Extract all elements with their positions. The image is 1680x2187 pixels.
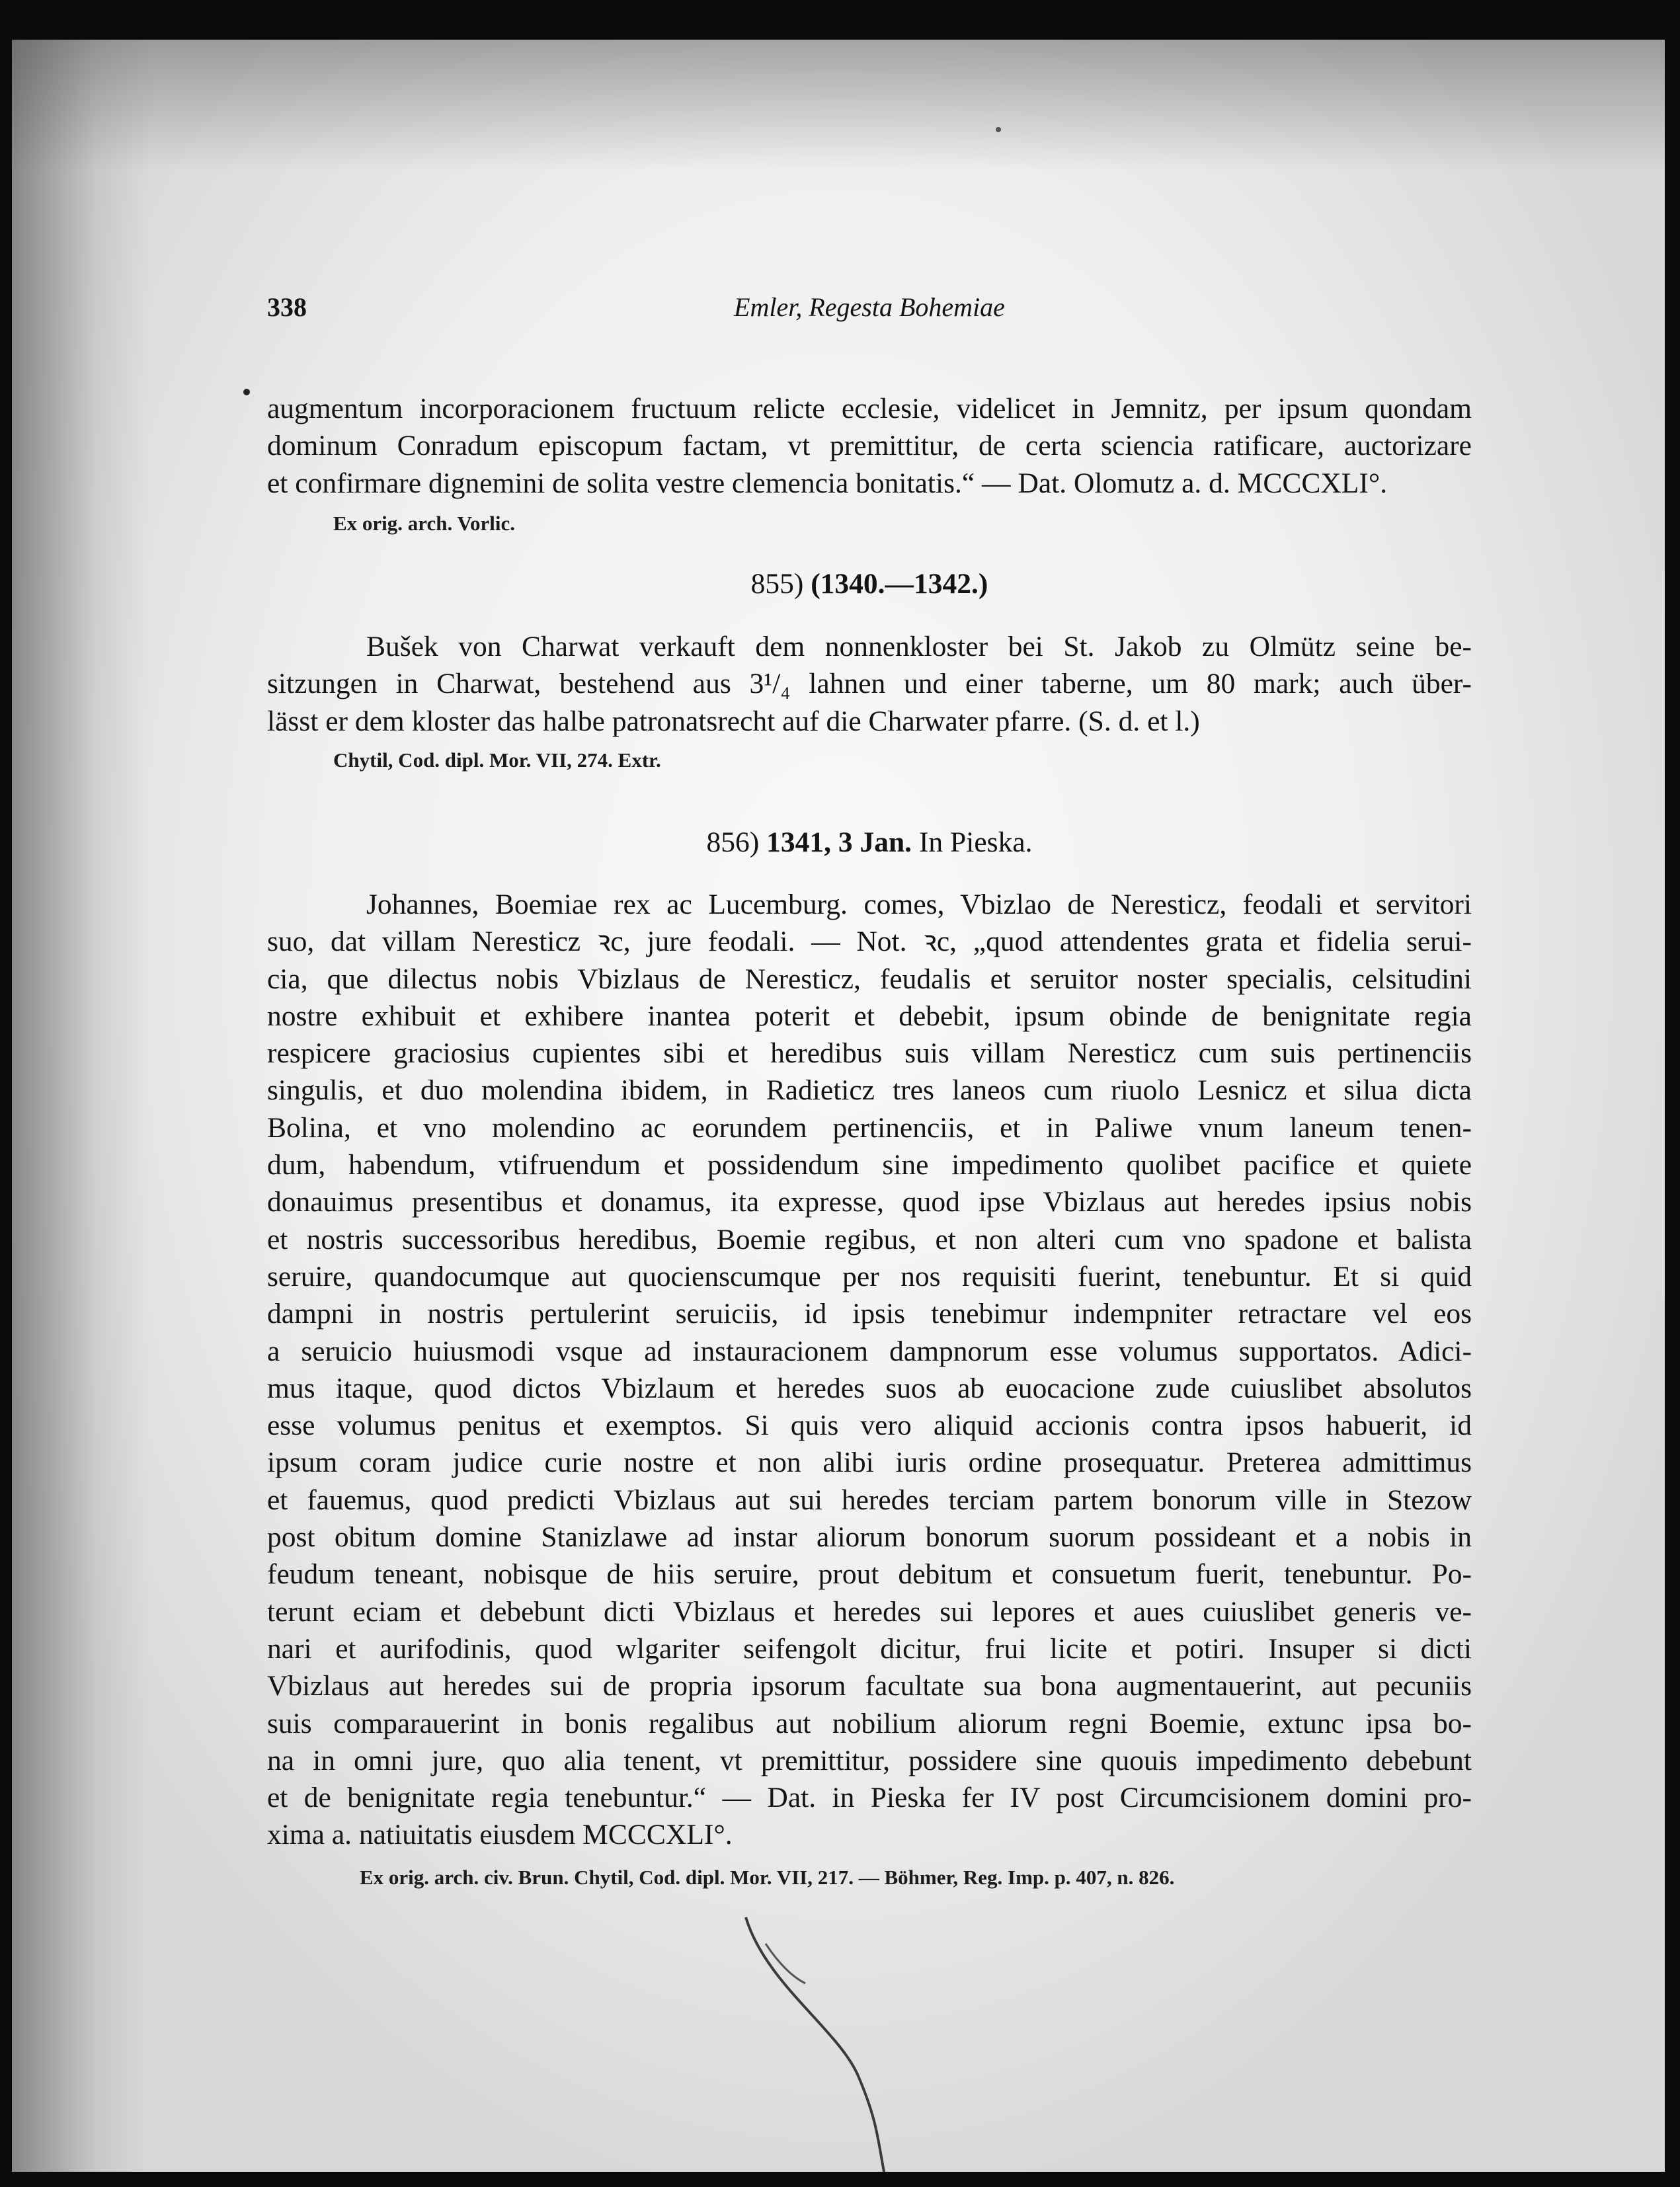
text-line: seruire, quandocumque aut quocienscumque per nos requisiti fuerint, tenebuntur. Et si quid xyxy=(267,1260,1472,1292)
entry-date: 1341, 3 Jan. xyxy=(766,826,912,858)
entry-number: 855) xyxy=(750,568,804,600)
text-line: singulis, et duo molendina ibidem, in Radieticz tres laneos cum riuolo Lesnicz et silua dicta xyxy=(267,1074,1472,1107)
continuation-text xyxy=(267,390,1472,502)
text-line: cia, que dilectus nobis Vbizlaus de Neresticz, feudalis et seruitor noster specialis, celsitudini xyxy=(267,963,1472,995)
text-line: dominum Conradum episcopum factam, vt premittitur, de certa sciencia ratificare, auctorizare xyxy=(267,430,1472,462)
text-line: sitzungen in Charwat, bestehend aus 3¹/₄ lahnen und einer taberne, um 80 mark; auch über- xyxy=(267,668,1472,700)
entry-place: In Pieska. xyxy=(918,826,1033,858)
text-line: feudum teneant, nobisque de hiis seruire, prout debitum et consuetum fuerit, tenebuntur. Po- xyxy=(267,1558,1472,1591)
scanned-page xyxy=(12,40,1665,2172)
text-line: lässt er dem kloster das halbe patronatsrecht auf die Charwater pfarre. (S. d. et l.) xyxy=(267,705,1200,737)
entry-text xyxy=(267,628,1472,740)
text-line: post obitum domine Stanizlawe ad instar aliorum bonorum suorum possideant et a nobis in xyxy=(267,1521,1472,1554)
text-line: Bušek von Charwat verkauft dem nonnenkloster bei St. Jakob zu Olmütz seine be- xyxy=(366,631,1472,662)
entry-heading xyxy=(267,824,1472,861)
text-line: et confirmare dignemini de solita vestre clemencia bonitatis.“ — Dat. Olomutz a. d. MCCCXLI°. xyxy=(267,467,1388,499)
text-line: esse volumus penitus et exemptos. Si quis vero aliquid accionis contra ipsos habuerit, id xyxy=(267,1410,1472,1442)
text-line: Johannes, Boemiae rex ac Lucemburg. comes, Vbizlao de Neresticz, feodali et servitori xyxy=(366,889,1472,920)
entry-text xyxy=(267,886,1472,1854)
source-note: Ex orig. arch. civ. Brun. Chytil, Cod. dipl. Mor. VII, 217. — Böhmer, Reg. Imp. p. 407, n. 826. xyxy=(360,1866,1175,1889)
text-line: suis comparauerint in bonis regalibus aut nobilium aliorum regni Boemie, extunc ipsa bo- xyxy=(267,1707,1472,1739)
text-line: mus itaque, quod dictos Vbizlaum et heredes suos ab euocacione zude cuiuslibet absolutos xyxy=(267,1372,1472,1404)
text-line: nostre exhibuit et exhibere inantea poterit et debebit, ipsum obinde de benignitate regia xyxy=(267,1000,1472,1032)
text-line: xima a. natiuitatis eiusdem MCCCXLI°. xyxy=(267,1819,733,1851)
text-line: Vbizlaus aut heredes sui de propria ipsorum facultate sua bona augmentauerint, aut pecuniis xyxy=(267,1670,1472,1702)
speck xyxy=(243,389,250,395)
text-line: donauimus presentibus et donamus, ita expresse, quod ipse Vbizlaus aut heredes ipsius nobis xyxy=(267,1186,1472,1218)
entry-number: 856) xyxy=(706,826,760,858)
text-line: augmentum incorporacionem fructuum relicte ecclesie, videlicet in Jemnitz, per ipsum quondam xyxy=(267,393,1472,424)
text-line: terunt eciam et debebunt dicti Vbizlaus et heredes sui lepores et aues cuiuslibet generis ve- xyxy=(267,1595,1472,1628)
text-line: et fauemus, quod predicti Vbizlaus aut sui heredes terciam partem bonorum ville in Stezow xyxy=(267,1484,1472,1516)
entry-date: (1340.—1342.) xyxy=(811,568,988,600)
source-note: Ex orig. arch. Vorlic. xyxy=(333,512,515,535)
page-header xyxy=(267,288,1472,327)
text-line: dampni in nostris pertulerint seruiciis, id ipsis tenebimur indempniter retractare vel eos xyxy=(267,1298,1472,1330)
page-number: 338 xyxy=(267,292,307,322)
text-line: suo, dat villam Neresticz ꝛc, jure feodali. — Not. ꝛc, „quod attendentes grata et fidelia serui- xyxy=(267,926,1472,958)
text-line: Bolina, et vno molendino ac eorundem pertinenciis, et in Paliwe vnum laneum tenen- xyxy=(267,1111,1472,1144)
text-line: na in omni jure, quo alia tenent, vt premittitur, possidere sine quouis impedimento debebunt xyxy=(267,1744,1472,1776)
text-line: dum, habendum, vtifruendum et possidendum sine impedimento quolibet pacifice et quiete xyxy=(267,1149,1472,1181)
text-line: respicere graciosius cupientes sibi et heredibus suis villam Neresticz cum suis pertinenciis xyxy=(267,1037,1472,1070)
text-line: nari et aurifodinis, quod wlgariter seifengolt dicitur, frui licite et potiri. Insuper si dicti xyxy=(267,1632,1472,1665)
text-line: et nostris successoribus heredibus, Boemie regibus, et non alteri cum vno spadone et balista xyxy=(267,1223,1472,1255)
text-line: ipsum coram judice curie nostre et non alibi iuris ordine prosequatur. Preterea admittimus xyxy=(267,1447,1472,1479)
entry-heading xyxy=(267,565,1472,602)
text-line: et de benignitate regia tenebuntur.“ — Dat. in Pieska fer IV post Circumcisionem domini pro- xyxy=(267,1782,1472,1814)
page-text xyxy=(267,40,1472,2172)
speck xyxy=(996,127,1001,132)
scratch-mark xyxy=(726,1904,924,2172)
running-title: Emler, Regesta Bohemiae xyxy=(734,292,1005,322)
source-note: Chytil, Cod. dipl. Mor. VII, 274. Extr. xyxy=(333,748,661,772)
text-line: a seruicio huiusmodi vsque ad instauracionem dampnorum esse volumus supportatos. Adici- xyxy=(267,1335,1472,1367)
